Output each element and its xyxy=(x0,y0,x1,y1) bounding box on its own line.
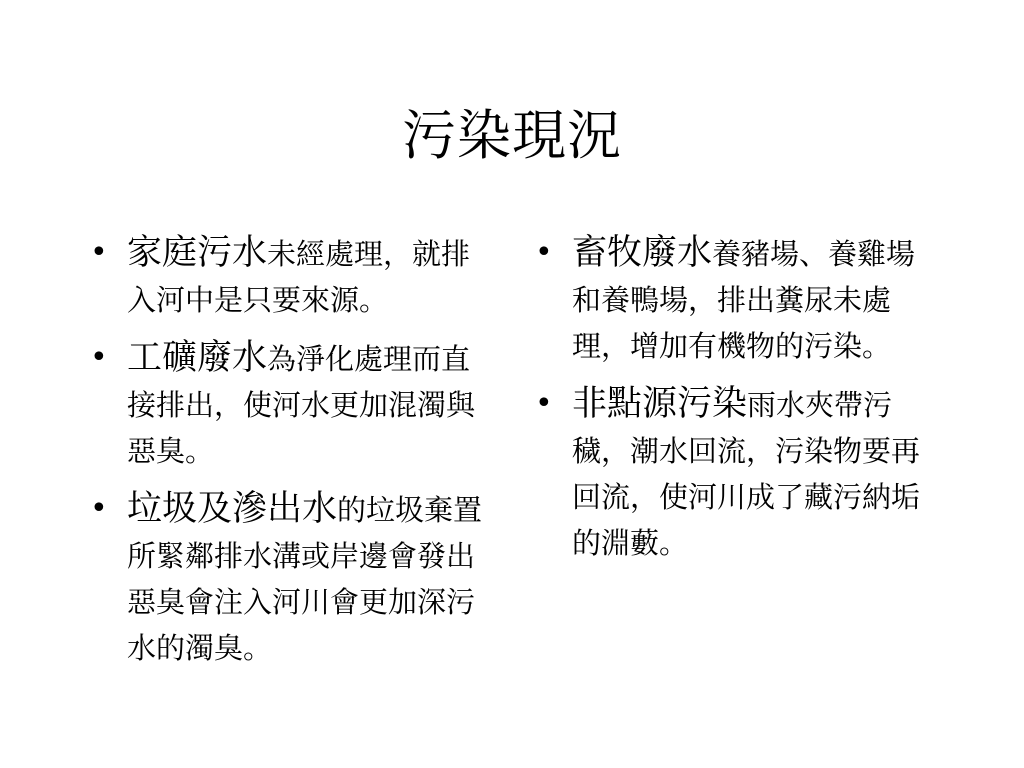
bullet-dot-icon: • xyxy=(535,386,553,421)
bullet-nonpoint-pollution xyxy=(535,381,935,566)
bullet-body-text: 為淨化處理而直接排出，使河水更加混濁與惡臭。 xyxy=(127,342,476,468)
bullet-lead-text: 畜牧廢水 xyxy=(572,233,713,273)
bullet-dot-icon: • xyxy=(90,235,108,270)
left-column xyxy=(90,230,490,683)
bullet-dot-icon: • xyxy=(535,235,553,270)
bullet-livestock-wastewater xyxy=(535,230,935,369)
left-bullet-list xyxy=(90,230,490,671)
right-column xyxy=(535,230,935,578)
bullet-garbage-leachate xyxy=(90,486,490,671)
bullet-lead-text: 家庭污水 xyxy=(127,233,268,273)
bullet-dot-icon: • xyxy=(90,491,108,526)
right-bullet-list xyxy=(535,230,935,566)
bullet-body-text: 雨水夾帶污穢，潮水回流，污染物要再回流，使河川成了藏污納垢的淵藪。 xyxy=(572,388,921,560)
bullet-industrial-wastewater xyxy=(90,335,490,474)
bullet-lead-text: 工礦廢水 xyxy=(127,338,268,378)
bullet-body-text: 未經處理，就排入河中是只要來源。 xyxy=(127,237,471,317)
bullet-lead-text: 垃圾及滲出水 xyxy=(127,489,338,529)
bullet-household-sewage xyxy=(90,230,490,323)
slide-title: 污染現況 xyxy=(402,104,622,167)
bullet-body-text: 養豬場、養雞場和養鴨場，排出糞尿未處理，增加有機物的污染。 xyxy=(572,237,916,363)
bullet-dot-icon: • xyxy=(90,340,108,375)
bullet-body-text: 的垃圾棄置所緊鄰排水溝或岸邊會發出惡臭會注入河川會更加深污水的濁臭。 xyxy=(127,493,483,665)
bullet-lead-text: 非點源污染 xyxy=(572,384,748,424)
